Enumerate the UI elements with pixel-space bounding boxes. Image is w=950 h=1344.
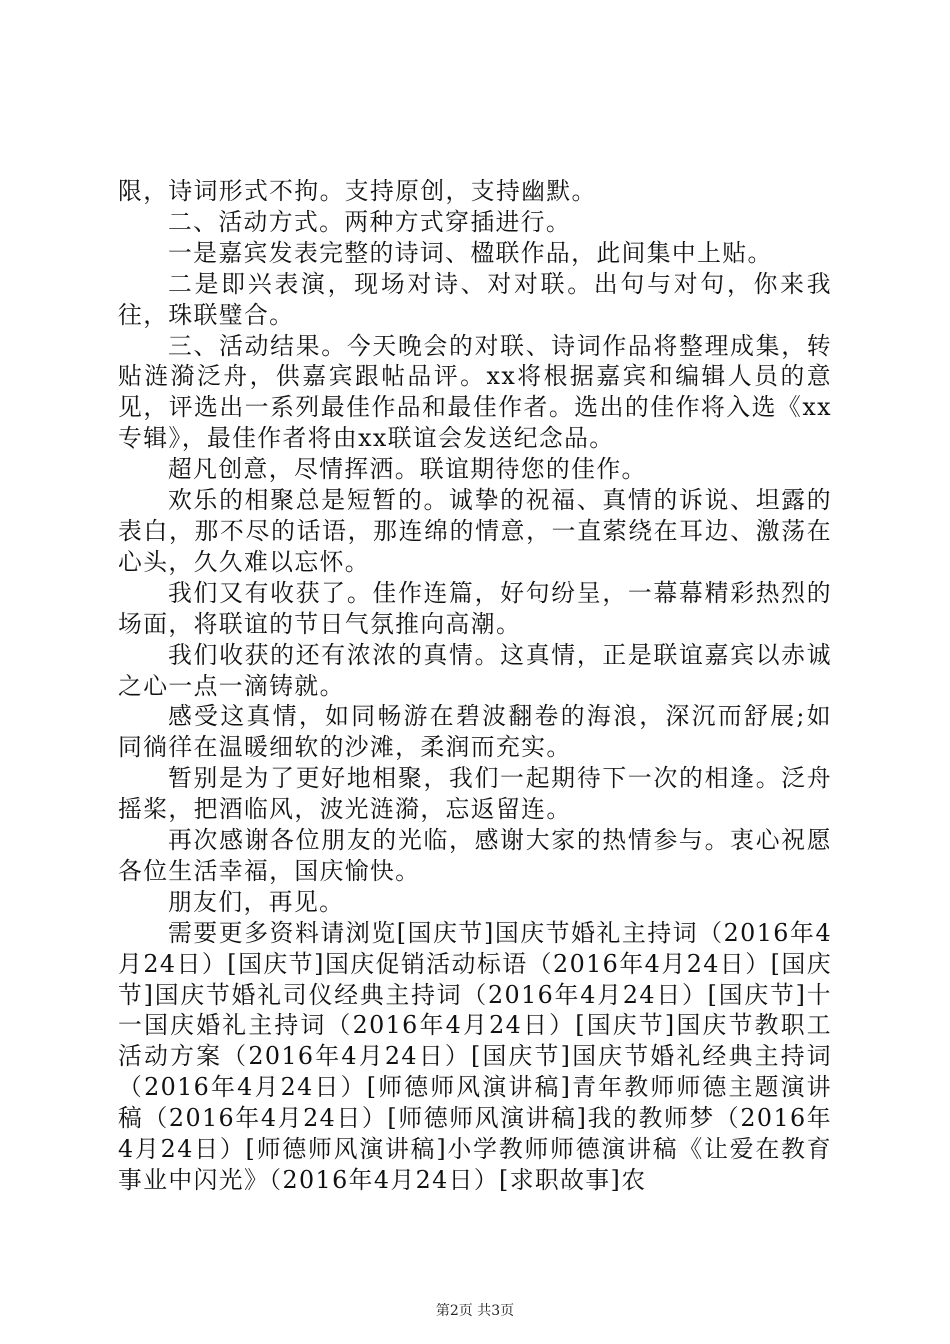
paragraph: 感受这真情，如同畅游在碧波翻卷的海浪，深沉而舒展;如同徜徉在温暖细软的沙滩，柔润而充实。 xyxy=(118,702,832,762)
paragraph: 一是嘉宾发表完整的诗词、楹联作品，此间集中上贴。 xyxy=(167,238,773,267)
paragraph: 二、活动方式。两种方式穿插进行。 xyxy=(167,207,572,236)
paragraph: 需要更多资料请浏览[国庆节]国庆节婚礼主持词（2016年4月24日）[国庆节]国庆促销活动标语（2016年4月24日）[国庆节]国庆节婚礼司仪经典主持词（2016年4月24日）[国庆节]十一国庆婚礼主持词（2016年4月24日）[国庆节]国庆节教职工活动方案（2016年4月24日）[国庆节]国庆节婚礼经典主持词（2016年4月24日）[师德师风演讲稿]青年教师师德主题演讲稿（2016年4月24日）[师德师风演讲稿]我的教师梦（2016年4月24日）[师德师风演讲稿]小学教师师德演讲稿《让爱在教育事业中闪光》（2016年4月24日）[求职故事]农 xyxy=(118,918,832,1194)
paragraph: 我们收获的还有浓浓的真情。这真情，正是联谊嘉宾以赤诚之心一点一滴铸就。 xyxy=(118,640,832,700)
paragraph: 再次感谢各位朋友的光临，感谢大家的热情参与。衷心祝愿各位生活幸福，国庆愉快。 xyxy=(118,826,832,885)
paragraph: 限，诗词形式不拘。支持原创，支持幽默。 xyxy=(118,177,597,205)
document-body xyxy=(118,176,832,1196)
paragraph: 三、活动结果。今天晚会的对联、诗词作品将整理成集，转贴涟漪泛舟，供嘉宾跟帖品评。xx将根据嘉宾和编辑人员的意见，评选出一系列最佳作品和最佳作者。选出的佳作将入选《xx专辑》，最佳作者将由xx联谊会发送纪念品。 xyxy=(118,331,832,453)
page-footer: 第2页 共3页 xyxy=(435,1303,515,1319)
paragraph: 朋友们，再见。 xyxy=(167,887,345,916)
paragraph: 暂别是为了更好地相聚，我们一起期待下一次的相逢。泛舟摇桨，把酒临风，波光涟漪，忘返留连。 xyxy=(118,764,832,824)
paragraph: 超凡创意，尽情挥洒。联谊期待您的佳作。 xyxy=(167,455,647,484)
paragraph: 我们又有收获了。佳作连篇，好句纷呈，一幕幕精彩热烈的场面，将联谊的节日气氛推向高潮。 xyxy=(118,578,832,638)
paragraph: 二是即兴表演，现场对诗、对对联。出句与对句，你来我往，珠联璧合。 xyxy=(118,269,832,329)
paragraph: 欢乐的相聚总是短暂的。诚挚的祝福、真情的诉说、坦露的表白，那不尽的话语，那连绵的情意，一直萦绕在耳边、激荡在心头，久久难以忘怀。 xyxy=(118,486,832,576)
